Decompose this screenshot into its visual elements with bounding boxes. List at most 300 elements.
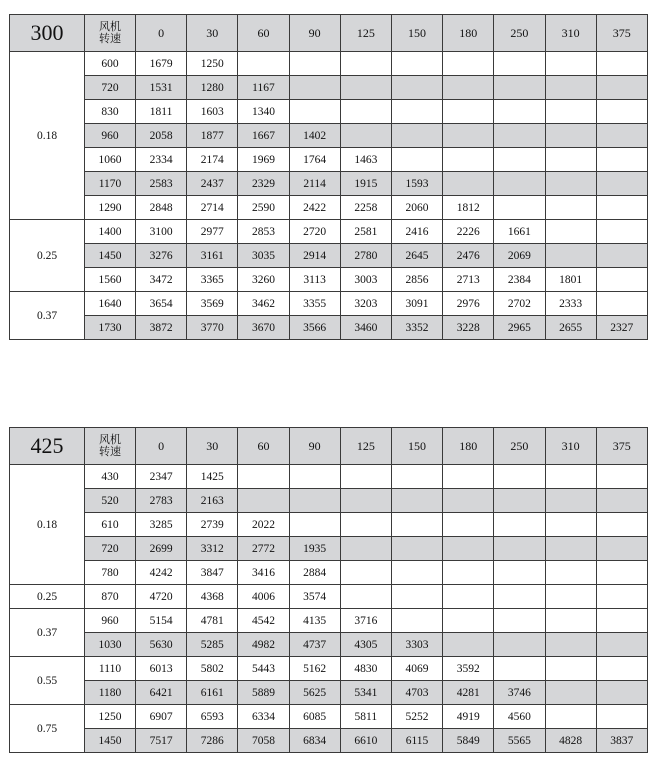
value-cell	[443, 52, 494, 76]
column-header: 60	[238, 428, 289, 465]
value-cell	[596, 100, 647, 124]
column-header: 375	[596, 428, 647, 465]
value-cell: 5252	[391, 705, 442, 729]
value-cell	[494, 561, 545, 585]
value-cell	[340, 489, 391, 513]
value-cell	[596, 657, 647, 681]
speed-cell: 780	[85, 561, 136, 585]
value-cell: 2655	[545, 316, 596, 340]
value-cell: 5811	[340, 705, 391, 729]
column-header: 90	[289, 15, 340, 52]
value-cell	[596, 561, 647, 585]
value-cell: 2258	[340, 196, 391, 220]
speed-header: 风机 转速	[85, 15, 136, 52]
value-cell: 2163	[187, 489, 238, 513]
speed-cell: 430	[85, 465, 136, 489]
value-cell: 4781	[187, 609, 238, 633]
value-cell	[443, 489, 494, 513]
table-row	[10, 268, 648, 292]
value-cell	[391, 585, 442, 609]
speed-cell: 1640	[85, 292, 136, 316]
value-cell	[494, 657, 545, 681]
value-cell: 3872	[136, 316, 187, 340]
value-cell	[443, 513, 494, 537]
value-cell: 2058	[136, 124, 187, 148]
value-cell: 1280	[187, 76, 238, 100]
value-cell: 3574	[289, 585, 340, 609]
value-cell: 1661	[494, 220, 545, 244]
value-cell: 6593	[187, 705, 238, 729]
value-cell	[545, 244, 596, 268]
value-cell: 2976	[443, 292, 494, 316]
value-cell: 4135	[289, 609, 340, 633]
value-cell	[545, 100, 596, 124]
value-cell: 1340	[238, 100, 289, 124]
value-cell: 3462	[238, 292, 289, 316]
value-cell: 1935	[289, 537, 340, 561]
speed-cell: 1450	[85, 729, 136, 753]
value-cell: 4737	[289, 633, 340, 657]
value-cell	[596, 268, 647, 292]
power-cell: 0.55	[10, 657, 85, 705]
value-cell: 6161	[187, 681, 238, 705]
value-cell: 1402	[289, 124, 340, 148]
value-cell	[443, 561, 494, 585]
header-row	[10, 428, 648, 465]
value-cell: 3285	[136, 513, 187, 537]
column-header: 375	[596, 15, 647, 52]
value-cell: 5162	[289, 657, 340, 681]
value-cell: 4703	[391, 681, 442, 705]
speed-cell: 1560	[85, 268, 136, 292]
value-cell	[391, 561, 442, 585]
speed-cell: 1180	[85, 681, 136, 705]
value-cell: 1877	[187, 124, 238, 148]
power-cell: 0.25	[10, 585, 85, 609]
value-cell: 2583	[136, 172, 187, 196]
speed-cell: 1290	[85, 196, 136, 220]
value-cell: 3566	[289, 316, 340, 340]
table-row	[10, 52, 648, 76]
value-cell	[545, 148, 596, 172]
value-cell	[340, 76, 391, 100]
speed-cell: 520	[85, 489, 136, 513]
value-cell: 1425	[187, 465, 238, 489]
value-cell	[443, 537, 494, 561]
power-cell: 0.18	[10, 52, 85, 220]
value-cell: 4305	[340, 633, 391, 657]
speed-cell: 870	[85, 585, 136, 609]
value-cell	[596, 609, 647, 633]
column-header: 150	[391, 428, 442, 465]
value-cell: 3091	[391, 292, 442, 316]
value-cell: 2422	[289, 196, 340, 220]
value-cell: 2853	[238, 220, 289, 244]
value-cell: 4560	[494, 705, 545, 729]
value-cell: 3035	[238, 244, 289, 268]
value-cell	[596, 148, 647, 172]
value-cell	[545, 196, 596, 220]
value-cell	[596, 292, 647, 316]
value-cell: 7058	[238, 729, 289, 753]
column-header: 0	[136, 15, 187, 52]
value-cell	[289, 513, 340, 537]
value-cell	[596, 705, 647, 729]
value-cell: 3716	[340, 609, 391, 633]
value-cell	[494, 76, 545, 100]
value-cell: 3228	[443, 316, 494, 340]
table-row	[10, 657, 648, 681]
value-cell	[340, 537, 391, 561]
value-cell: 1250	[187, 52, 238, 76]
value-cell: 5630	[136, 633, 187, 657]
value-cell: 5443	[238, 657, 289, 681]
value-cell: 2333	[545, 292, 596, 316]
value-cell	[494, 148, 545, 172]
value-cell	[443, 124, 494, 148]
column-header: 125	[340, 428, 391, 465]
table-row	[10, 316, 648, 340]
speed-cell: 960	[85, 124, 136, 148]
value-cell: 3312	[187, 537, 238, 561]
value-cell	[289, 100, 340, 124]
value-cell: 6013	[136, 657, 187, 681]
value-cell: 1969	[238, 148, 289, 172]
speed-cell: 1450	[85, 244, 136, 268]
value-cell: 3460	[340, 316, 391, 340]
value-cell	[391, 76, 442, 100]
table-row	[10, 196, 648, 220]
value-cell	[596, 76, 647, 100]
speed-cell: 1060	[85, 148, 136, 172]
value-cell: 1679	[136, 52, 187, 76]
value-cell	[238, 52, 289, 76]
value-cell: 1531	[136, 76, 187, 100]
value-cell	[391, 465, 442, 489]
value-cell: 2977	[187, 220, 238, 244]
value-cell	[340, 585, 391, 609]
value-cell: 3276	[136, 244, 187, 268]
table-row	[10, 681, 648, 705]
value-cell: 2780	[340, 244, 391, 268]
value-cell	[545, 633, 596, 657]
value-cell	[340, 124, 391, 148]
value-cell: 2476	[443, 244, 494, 268]
value-cell: 6085	[289, 705, 340, 729]
model-number: 425	[10, 428, 85, 465]
fan-table-300	[9, 14, 648, 340]
value-cell	[545, 609, 596, 633]
column-header: 150	[391, 15, 442, 52]
table-row	[10, 561, 648, 585]
value-cell: 3260	[238, 268, 289, 292]
value-cell: 7517	[136, 729, 187, 753]
speed-cell: 1030	[85, 633, 136, 657]
value-cell	[545, 52, 596, 76]
value-cell	[494, 609, 545, 633]
value-cell: 1801	[545, 268, 596, 292]
value-cell	[545, 172, 596, 196]
value-cell	[596, 681, 647, 705]
table-row	[10, 585, 648, 609]
value-cell: 3203	[340, 292, 391, 316]
value-cell	[443, 148, 494, 172]
value-cell	[238, 489, 289, 513]
column-header: 310	[545, 428, 596, 465]
column-header: 250	[494, 15, 545, 52]
value-cell	[596, 537, 647, 561]
value-cell: 4919	[443, 705, 494, 729]
value-cell	[494, 465, 545, 489]
value-cell	[494, 537, 545, 561]
column-header: 90	[289, 428, 340, 465]
value-cell: 1811	[136, 100, 187, 124]
value-cell: 3113	[289, 268, 340, 292]
column-header: 180	[443, 428, 494, 465]
value-cell: 6610	[340, 729, 391, 753]
value-cell: 6115	[391, 729, 442, 753]
value-cell: 3303	[391, 633, 442, 657]
value-cell: 5889	[238, 681, 289, 705]
model-number: 300	[10, 15, 85, 52]
value-cell: 5285	[187, 633, 238, 657]
value-cell: 2702	[494, 292, 545, 316]
fan-table-425	[9, 427, 648, 753]
value-cell	[545, 681, 596, 705]
value-cell: 3847	[187, 561, 238, 585]
value-cell: 2645	[391, 244, 442, 268]
value-cell: 2720	[289, 220, 340, 244]
value-cell	[391, 52, 442, 76]
value-cell	[340, 561, 391, 585]
value-cell	[596, 585, 647, 609]
value-cell: 1593	[391, 172, 442, 196]
value-cell: 3569	[187, 292, 238, 316]
value-cell	[545, 124, 596, 148]
value-cell: 2327	[596, 316, 647, 340]
value-cell	[545, 220, 596, 244]
value-cell	[545, 585, 596, 609]
value-cell: 2022	[238, 513, 289, 537]
power-cell: 0.37	[10, 292, 85, 340]
value-cell	[545, 489, 596, 513]
value-cell	[391, 537, 442, 561]
value-cell: 3352	[391, 316, 442, 340]
value-cell	[545, 561, 596, 585]
speed-cell: 960	[85, 609, 136, 633]
value-cell: 2713	[443, 268, 494, 292]
value-cell: 1812	[443, 196, 494, 220]
value-cell: 1764	[289, 148, 340, 172]
value-cell: 6421	[136, 681, 187, 705]
speed-cell: 1170	[85, 172, 136, 196]
value-cell	[545, 76, 596, 100]
value-cell: 2772	[238, 537, 289, 561]
table-row	[10, 729, 648, 753]
value-cell: 3161	[187, 244, 238, 268]
value-cell: 2334	[136, 148, 187, 172]
value-cell: 2848	[136, 196, 187, 220]
value-cell: 4242	[136, 561, 187, 585]
value-cell: 3746	[494, 681, 545, 705]
value-cell	[494, 513, 545, 537]
table-row	[10, 633, 648, 657]
column-header: 125	[340, 15, 391, 52]
value-cell	[391, 100, 442, 124]
value-cell: 4368	[187, 585, 238, 609]
value-cell	[289, 52, 340, 76]
value-cell: 2965	[494, 316, 545, 340]
value-cell: 4982	[238, 633, 289, 657]
table-row	[10, 292, 648, 316]
value-cell: 5565	[494, 729, 545, 753]
value-cell	[494, 124, 545, 148]
speed-cell: 1730	[85, 316, 136, 340]
speed-cell: 1110	[85, 657, 136, 681]
value-cell: 2581	[340, 220, 391, 244]
value-cell	[596, 172, 647, 196]
value-cell	[443, 585, 494, 609]
value-cell: 2437	[187, 172, 238, 196]
column-header: 30	[187, 15, 238, 52]
value-cell	[391, 148, 442, 172]
value-cell	[545, 705, 596, 729]
table-row	[10, 244, 648, 268]
value-cell: 4830	[340, 657, 391, 681]
value-cell	[596, 196, 647, 220]
value-cell	[391, 609, 442, 633]
value-cell: 3355	[289, 292, 340, 316]
value-cell: 1167	[238, 76, 289, 100]
value-cell: 2783	[136, 489, 187, 513]
value-cell	[391, 513, 442, 537]
value-cell	[340, 52, 391, 76]
value-cell	[596, 465, 647, 489]
value-cell	[443, 100, 494, 124]
value-cell: 6834	[289, 729, 340, 753]
value-cell: 3100	[136, 220, 187, 244]
value-cell: 4006	[238, 585, 289, 609]
speed-cell: 1250	[85, 705, 136, 729]
value-cell	[443, 609, 494, 633]
column-header: 180	[443, 15, 494, 52]
column-header: 30	[187, 428, 238, 465]
table-row	[10, 609, 648, 633]
value-cell: 3003	[340, 268, 391, 292]
value-cell	[443, 465, 494, 489]
value-cell: 3416	[238, 561, 289, 585]
power-cell: 0.18	[10, 465, 85, 585]
table-row	[10, 537, 648, 561]
table-row	[10, 705, 648, 729]
value-cell: 3837	[596, 729, 647, 753]
value-cell	[443, 633, 494, 657]
value-cell: 5802	[187, 657, 238, 681]
speed-cell: 720	[85, 537, 136, 561]
value-cell	[596, 52, 647, 76]
value-cell	[340, 465, 391, 489]
value-cell: 2884	[289, 561, 340, 585]
table-row	[10, 465, 648, 489]
header-row	[10, 15, 648, 52]
value-cell: 2714	[187, 196, 238, 220]
value-cell: 2384	[494, 268, 545, 292]
value-cell	[545, 513, 596, 537]
value-cell: 4281	[443, 681, 494, 705]
value-cell: 3592	[443, 657, 494, 681]
value-cell: 2060	[391, 196, 442, 220]
column-header: 310	[545, 15, 596, 52]
value-cell: 1667	[238, 124, 289, 148]
speed-cell: 610	[85, 513, 136, 537]
table-row	[10, 220, 648, 244]
value-cell	[494, 52, 545, 76]
value-cell: 6334	[238, 705, 289, 729]
value-cell: 4720	[136, 585, 187, 609]
value-cell	[340, 100, 391, 124]
value-cell: 2914	[289, 244, 340, 268]
value-cell: 2114	[289, 172, 340, 196]
value-cell: 2856	[391, 268, 442, 292]
value-cell	[596, 124, 647, 148]
table-row	[10, 148, 648, 172]
value-cell: 1463	[340, 148, 391, 172]
value-cell	[596, 513, 647, 537]
value-cell: 3770	[187, 316, 238, 340]
value-cell: 1603	[187, 100, 238, 124]
value-cell	[545, 537, 596, 561]
value-cell: 2699	[136, 537, 187, 561]
column-header: 250	[494, 428, 545, 465]
value-cell	[443, 76, 494, 100]
speed-header: 风机 转速	[85, 428, 136, 465]
value-cell: 5154	[136, 609, 187, 633]
value-cell: 4542	[238, 609, 289, 633]
value-cell: 2739	[187, 513, 238, 537]
value-cell: 6907	[136, 705, 187, 729]
value-cell	[289, 76, 340, 100]
value-cell	[238, 465, 289, 489]
value-cell: 2174	[187, 148, 238, 172]
table-row	[10, 513, 648, 537]
value-cell: 3654	[136, 292, 187, 316]
value-cell: 1915	[340, 172, 391, 196]
value-cell: 2416	[391, 220, 442, 244]
value-cell: 4069	[391, 657, 442, 681]
value-cell	[391, 489, 442, 513]
value-cell: 5849	[443, 729, 494, 753]
value-cell: 5625	[289, 681, 340, 705]
table-row	[10, 489, 648, 513]
value-cell	[289, 489, 340, 513]
power-cell: 0.25	[10, 220, 85, 292]
value-cell	[494, 585, 545, 609]
value-cell	[494, 100, 545, 124]
value-cell	[443, 172, 494, 196]
value-cell	[596, 633, 647, 657]
power-cell: 0.37	[10, 609, 85, 657]
value-cell: 3472	[136, 268, 187, 292]
column-header: 0	[136, 428, 187, 465]
table-row	[10, 172, 648, 196]
value-cell	[289, 465, 340, 489]
value-cell	[494, 489, 545, 513]
value-cell: 3365	[187, 268, 238, 292]
value-cell	[596, 220, 647, 244]
table-row	[10, 124, 648, 148]
speed-cell: 830	[85, 100, 136, 124]
value-cell	[596, 244, 647, 268]
